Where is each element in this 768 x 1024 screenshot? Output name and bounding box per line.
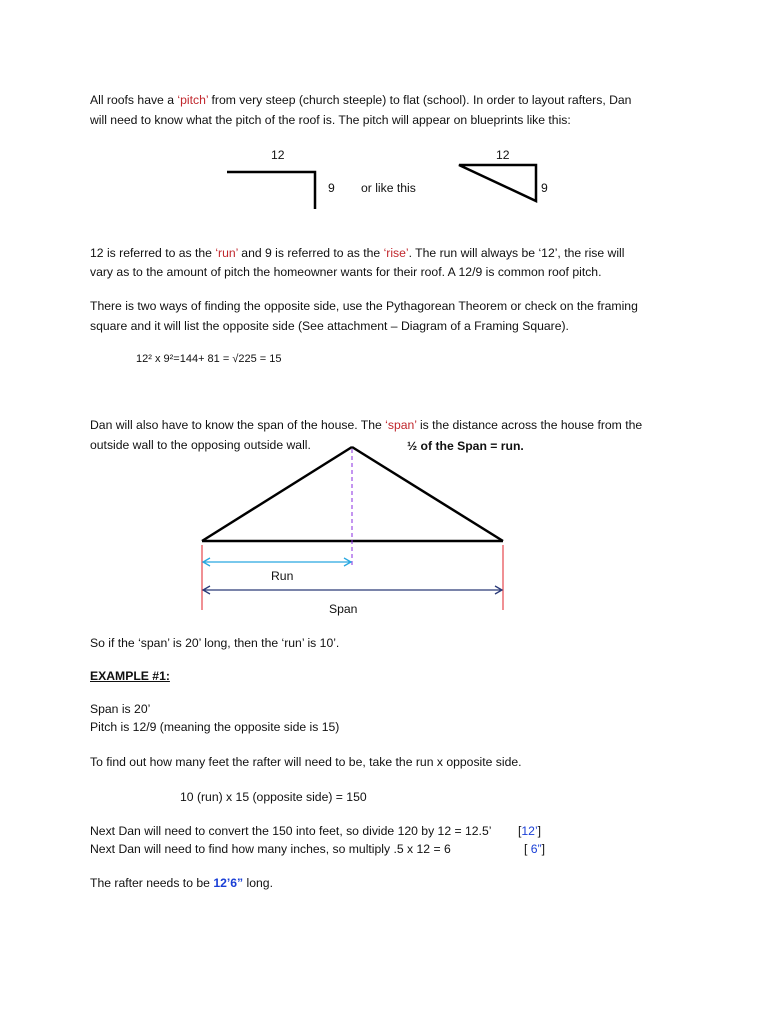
opposite-line-1: There is two ways of finding the opposite side, use the Pythagorean Theorem or check on the framing [90, 299, 638, 313]
run-arrow [203, 558, 351, 566]
example-instruction: To find out how many feet the rafter will need to be, take the run x opposite side. [90, 755, 522, 769]
opposite-line-2: square and it will list the opposite side (See attachment – Diagram of a Framing Square). [90, 319, 569, 333]
roof-span-diagram [202, 447, 503, 610]
run-rise-line-2: vary as to the amount of pitch the homeowner wants for their roof. A 12/9 is common roof pitch. [90, 265, 602, 279]
span-arrow [203, 586, 502, 594]
span-conclusion: So if the ‘span’ is 20’ long, then the ‘run’ is 10’. [90, 636, 340, 650]
run-label: Run [271, 569, 294, 583]
inch-result-value: 6” [530, 842, 542, 856]
span-label: Span [329, 602, 358, 616]
pitch-symbol-triangle [459, 165, 536, 201]
inch-result: [ 6”] [524, 842, 546, 856]
example-calculation: 10 (run) x 15 (opposite side) = 150 [180, 790, 367, 804]
span-line-2: outside wall to the opposing outside wall. [90, 438, 311, 452]
run-term: ‘run’ [215, 246, 238, 260]
span-term: ‘span’ [385, 418, 417, 432]
example-heading: EXAMPLE #1: [90, 669, 170, 683]
convert-feet-line: Next Dan will need to convert the 150 into feet, so divide 120 by 12 = 12.5’ [90, 824, 492, 838]
example-pitch-given: Pitch is 12/9 (meaning the opposite side is 15) [90, 720, 340, 734]
run-rise-line-1: 12 is referred to as the ‘run’ and 9 is referred to as the ‘rise’. The run will always be ‘12’, the rise will [90, 246, 625, 260]
rise-term: ‘rise’ [383, 246, 409, 260]
example-span-given: Span is 20’ [90, 702, 151, 716]
final-answer: The rafter needs to be 12’6” long. [90, 876, 273, 890]
pitch-symbol-angle [227, 172, 315, 209]
pitch-term: ‘pitch’ [177, 93, 209, 107]
right-rise-label: 9 [541, 181, 548, 195]
final-rafter-length: 12’6” [213, 876, 244, 890]
intro-line-1: All roofs have a ‘pitch’ from very steep (church steeple) to flat (school). In order to layout rafters, Dan [90, 93, 632, 107]
feet-result-value: 12’ [521, 824, 538, 838]
right-run-label: 12 [496, 148, 510, 162]
half-span-note: ½ of the Span = run. [407, 439, 524, 453]
span-line-1: Dan will also have to know the span of the house. The ‘span’ is the distance across the house from the [90, 418, 643, 432]
convert-inches-line: Next Dan will need to find how many inches, so multiply .5 x 12 = 6 [90, 842, 451, 856]
intro-line-2: will need to know what the pitch of the roof is. The pitch will appear on blueprints like this: [90, 113, 571, 127]
feet-result: [12’] [518, 824, 542, 838]
pythagorean-formula: 12² x 9²=144+ 81 = √225 = 15 [136, 353, 282, 365]
or-like-this-text: or like this [361, 181, 416, 195]
left-rise-label: 9 [328, 181, 335, 195]
left-run-label: 12 [271, 148, 285, 162]
